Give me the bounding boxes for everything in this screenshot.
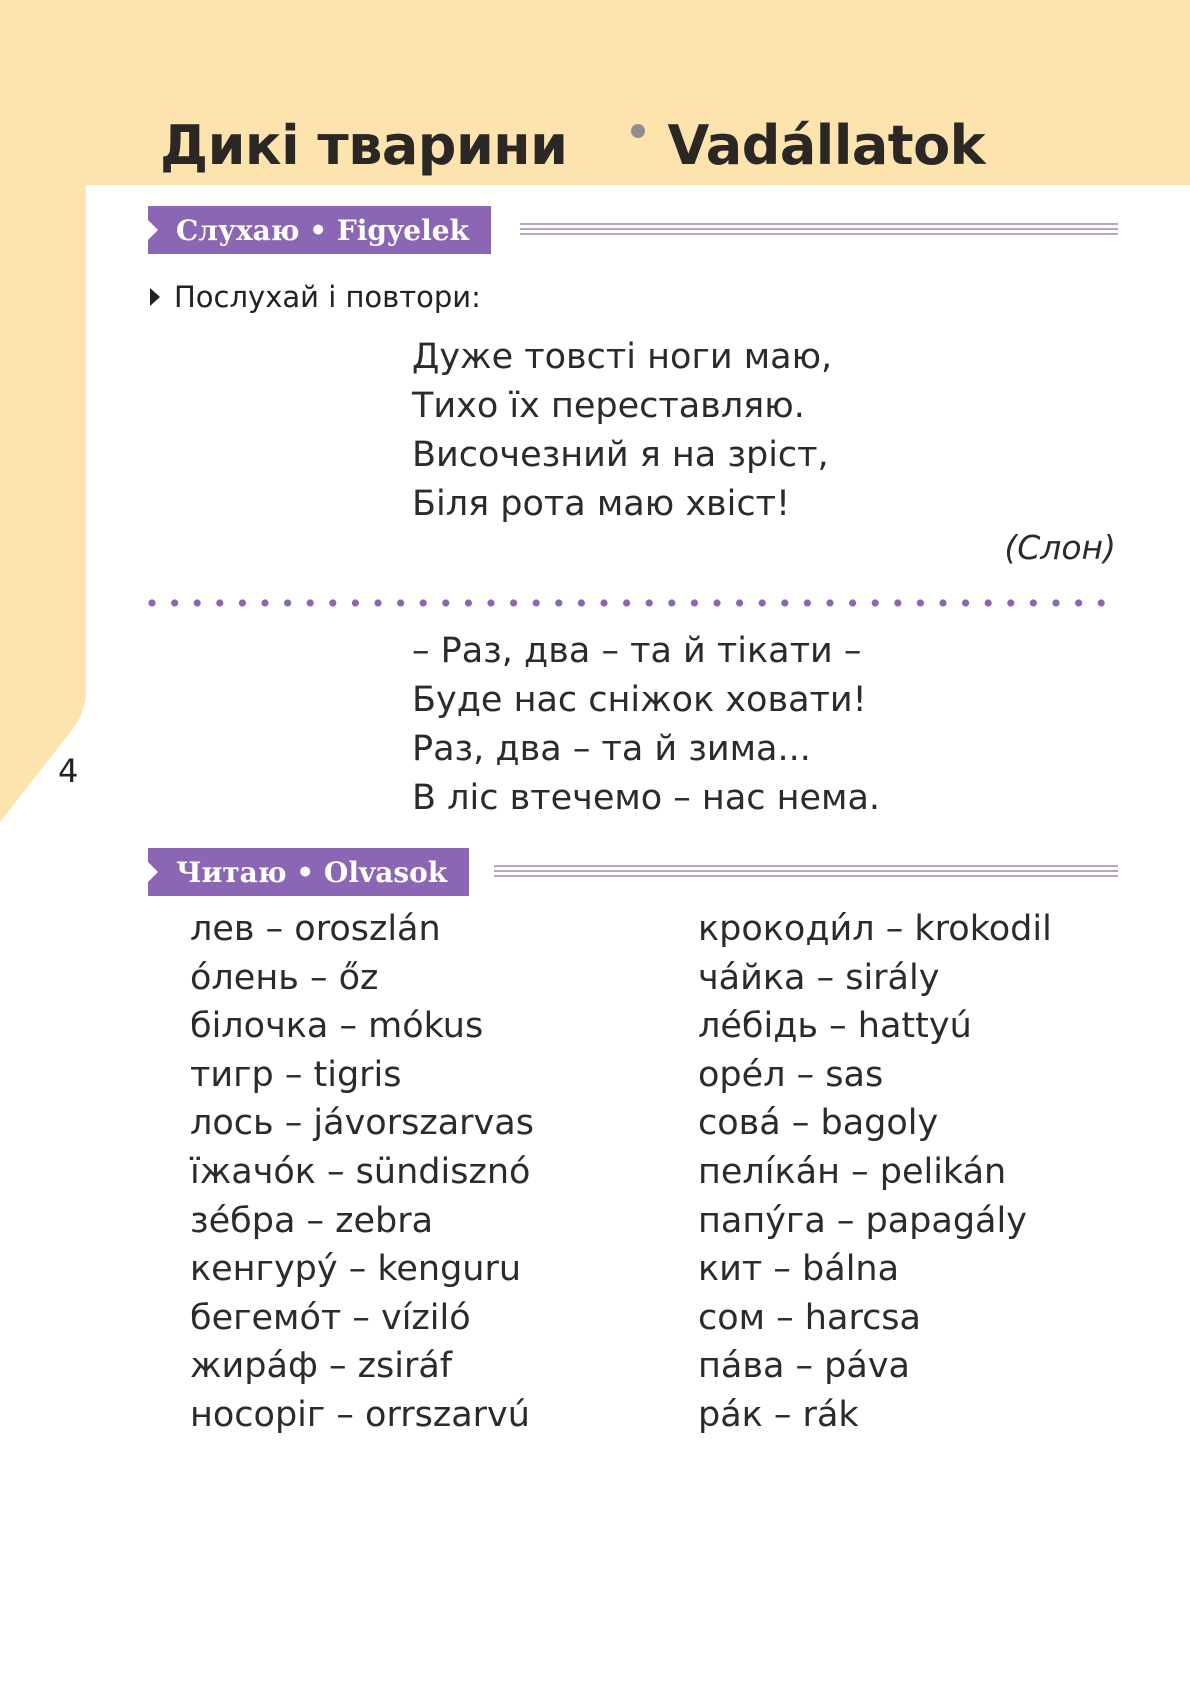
title-hungarian: Vadállatok <box>667 113 986 177</box>
divider-dot <box>1030 599 1037 606</box>
poem-line: В ліс втечемо – нас нема. <box>412 778 881 818</box>
divider-dot <box>1052 599 1059 606</box>
dotted-divider <box>148 596 1120 608</box>
divider-dot <box>1098 599 1105 606</box>
divider-dot <box>894 599 901 606</box>
section-pill-listen <box>148 206 491 254</box>
divider-dot <box>668 599 675 606</box>
list-item: крокоди́л – krokodil <box>698 909 1052 949</box>
triangle-right-icon <box>150 288 160 306</box>
divider-dot <box>442 599 449 606</box>
list-item: пелі́ка́н – pelikán <box>698 1151 1007 1192</box>
poem-line: – Раз, два – та й тікати – <box>412 631 862 671</box>
section-rule-read <box>494 865 1118 877</box>
list-item: па́ва – páva <box>698 1346 910 1387</box>
divider-dot <box>329 599 336 606</box>
divider-dot <box>985 599 992 606</box>
divider-dot <box>194 599 201 606</box>
divider-dot <box>1007 599 1014 606</box>
instruction-text: Послухай і повтори: <box>174 280 481 314</box>
riddle-answer <box>1004 528 1116 567</box>
list-item: жира́ф – zsiráf <box>190 1346 453 1387</box>
title-ukrainian: Дикі тварини <box>160 113 568 177</box>
list-item: сом – harcsa <box>698 1297 921 1338</box>
divider-dot <box>510 599 517 606</box>
section-header-listen <box>148 205 491 255</box>
list-item: носоріг – orrszarvú <box>190 1394 530 1435</box>
chevron-right-icon <box>148 862 158 882</box>
divider-dot <box>239 599 246 606</box>
list-item: білочка – mókus <box>190 1006 484 1047</box>
divider-dot <box>397 599 404 606</box>
divider-dot <box>691 599 698 606</box>
divider-dot <box>804 599 811 606</box>
list-item: лев – oroszlán <box>190 909 441 949</box>
poem-winter <box>412 627 880 823</box>
riddle-answer-text: (Слон) <box>1004 528 1116 567</box>
divider-dot <box>216 599 223 606</box>
divider-dot <box>555 599 562 606</box>
list-item: о́лень – őz <box>190 957 379 998</box>
divider-dot <box>759 599 766 606</box>
vocabulary-list-right <box>698 905 1052 1440</box>
divider-dot <box>148 599 155 606</box>
poem-line: Раз, два – та й зима... <box>412 729 811 769</box>
divider-dot <box>623 599 630 606</box>
divider-dot <box>849 599 856 606</box>
divider-dot <box>374 599 381 606</box>
divider-dot <box>352 599 359 606</box>
divider-dot <box>578 599 585 606</box>
divider-dot <box>917 599 924 606</box>
list-item: папу́га – papagály <box>698 1200 1027 1241</box>
divider-dot <box>284 599 291 606</box>
list-item: ра́к – rák <box>698 1394 859 1435</box>
list-item: лось – jávorszarvas <box>190 1103 534 1144</box>
divider-dot <box>261 599 268 606</box>
divider-dot <box>713 599 720 606</box>
vocabulary-list-left <box>190 905 534 1440</box>
poem-line: Біля рота маю хвіст! <box>412 484 791 524</box>
divider-dot <box>939 599 946 606</box>
page-number: 4 <box>58 752 79 790</box>
section-pill-read <box>148 848 469 896</box>
divider-dot <box>171 599 178 606</box>
page-title <box>160 100 985 190</box>
side-tab-decoration <box>0 0 90 825</box>
list-item: тигр – tigris <box>190 1054 402 1095</box>
instruction <box>150 280 481 314</box>
divider-dot <box>600 599 607 606</box>
divider-dot <box>872 599 879 606</box>
list-item: бегемо́т – víziló <box>190 1297 471 1338</box>
list-item: ча́йка – sirály <box>698 957 940 998</box>
poem-line: Тихо їх переставляю. <box>412 386 805 426</box>
divider-dot <box>826 599 833 606</box>
list-item: сова́ – bagoly <box>698 1103 939 1144</box>
list-item: зе́бра – zebra <box>190 1200 434 1241</box>
divider-dot <box>465 599 472 606</box>
bullet-separator-icon <box>631 124 645 138</box>
divider-dot <box>420 599 427 606</box>
list-item: ле́бідь – hattyú <box>698 1006 972 1047</box>
section-label-listen: Слухаю • Figyelek <box>176 213 469 247</box>
poem-riddle <box>412 333 832 529</box>
divider-dot <box>487 599 494 606</box>
divider-dot <box>646 599 653 606</box>
divider-dot <box>962 599 969 606</box>
divider-dot <box>533 599 540 606</box>
section-header-read <box>148 847 469 897</box>
section-rule-listen <box>520 223 1118 235</box>
divider-dot <box>736 599 743 606</box>
list-item: оре́л – sas <box>698 1054 884 1095</box>
poem-line: Дуже товсті ноги маю, <box>412 337 833 377</box>
poem-line: Височезний я на зріст, <box>412 435 829 475</box>
list-item: кенгуру́ – kenguru <box>190 1249 522 1290</box>
list-item: кит – bálna <box>698 1249 900 1290</box>
chevron-right-icon <box>148 220 158 240</box>
divider-dot <box>307 599 314 606</box>
list-item: їжачо́к – sündisznó <box>190 1151 531 1192</box>
divider-dot <box>1075 599 1082 606</box>
section-label-read: Читаю • Olvasok <box>176 855 448 889</box>
poem-line: Буде нас сніжок ховати! <box>412 680 867 720</box>
divider-dot <box>781 599 788 606</box>
